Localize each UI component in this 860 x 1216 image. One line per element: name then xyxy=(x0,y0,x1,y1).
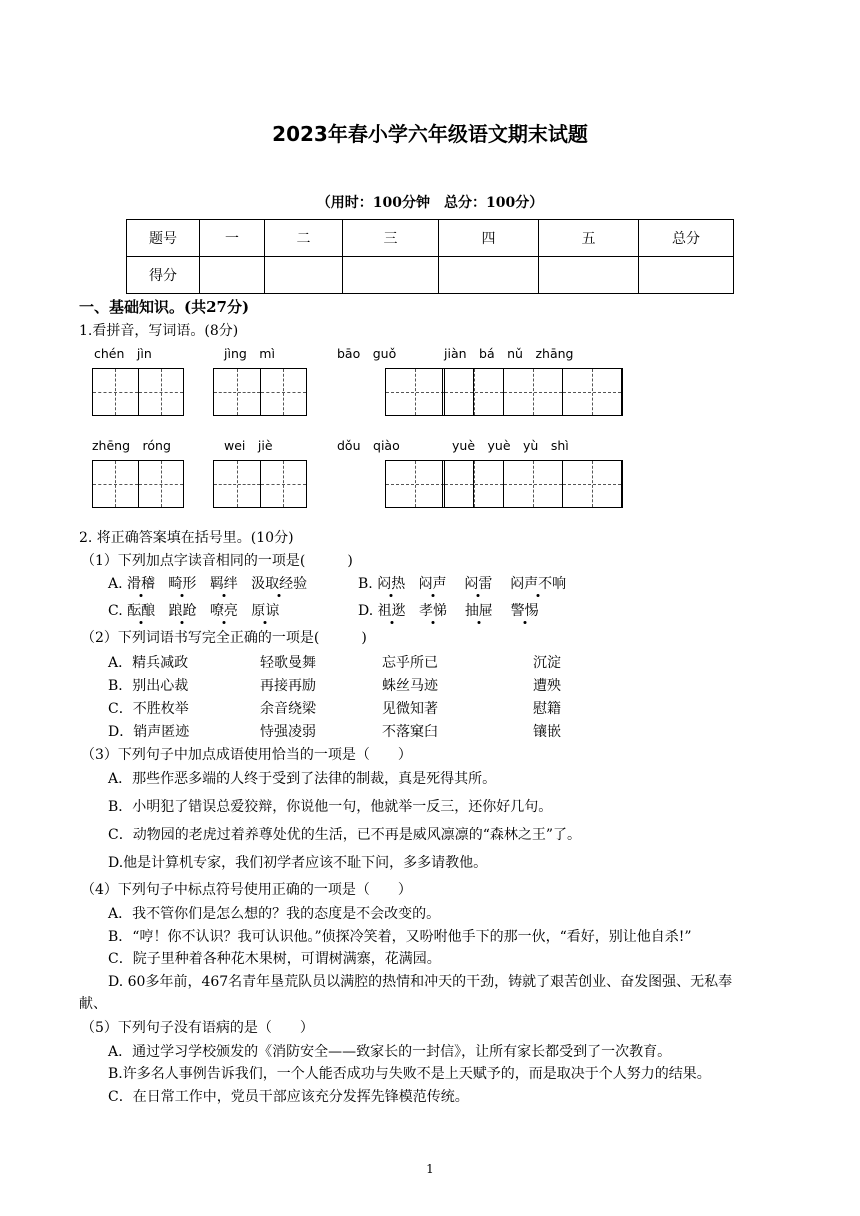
option-2b-3: 蛛丝马迹 xyxy=(382,678,438,694)
page-title: 2023年春小学六年级语文期末试题 xyxy=(272,122,588,146)
option-2c-3: 见微知著 xyxy=(382,701,438,717)
option-2c-1: C．不胜枚举 xyxy=(108,701,189,717)
option-3a: A．那些作恶多端的人终于受到了法律的制裁，真是死得其所。 xyxy=(108,771,497,787)
pinyin-jingmi: jìng mì xyxy=(224,346,275,361)
pinyin-zhengrong: zhēng róng xyxy=(92,438,171,453)
writing-grid[interactable] xyxy=(385,368,623,416)
pinyin-chenjin: chén jìn xyxy=(94,346,152,361)
score-cell[interactable] xyxy=(639,257,734,294)
option-2a-4: 沉淀 xyxy=(533,655,561,671)
page-number: 1 xyxy=(426,1162,434,1176)
score-table-header-row xyxy=(127,220,734,257)
writing-grid[interactable] xyxy=(213,460,307,508)
option-2b-2: 再接再励 xyxy=(260,678,316,694)
score-cell[interactable] xyxy=(439,257,539,294)
option-2d-2: 恃强凌弱 xyxy=(260,724,316,740)
writing-grid[interactable] xyxy=(385,460,623,508)
writing-grid[interactable] xyxy=(213,368,307,416)
score-cell[interactable] xyxy=(539,257,639,294)
option-4d-line1: D. 60多年前，467名青年垦荒队员以满腔的热情和冲天的干劲，铸就了艰苦创业、奋发图强、无私奉 xyxy=(108,974,733,990)
pinyin-baoguo: bāo guǒ xyxy=(337,346,397,361)
score-header-cell: 四 xyxy=(439,220,539,257)
writing-grid[interactable] xyxy=(92,368,184,416)
pinyin-jianbanuzhang: jiàn bá nǔ zhāng xyxy=(444,346,574,361)
option-5b: B.许多名人事例告诉我们，一个人能否成功与失败不是上天赋予的，而是取决于个人努力的结果。 xyxy=(108,1066,711,1082)
option-4c: C．院子里种着各种花木果树，可谓树满寨，花满园。 xyxy=(108,951,441,967)
score-table-score-row xyxy=(127,257,734,294)
sub-question-2-label: （2）下列词语书写完全正确的一项是( ) xyxy=(81,630,367,646)
option-2b-1: B．别出心裁 xyxy=(108,678,189,694)
pinyin-douqiao: dǒu qiào xyxy=(337,438,400,453)
option-4a: A．我不管你们是怎么想的？我的态度是不会改变的。 xyxy=(108,906,441,922)
sub-question-4-label: （4）下列句子中标点符号使用正确的一项是（ ） xyxy=(81,882,412,898)
question-2-label: 2. 将正确答案填在括号里。(10分) xyxy=(79,530,294,546)
highlight-box xyxy=(442,368,474,416)
highlight-box xyxy=(442,460,474,508)
option-1a: A. 滑稽 畸形 羁绊 汲取经验 xyxy=(108,573,307,593)
option-2d-1: D．销声匿迹 xyxy=(108,724,190,740)
sub-question-3-label: （3）下列句子中加点成语使用恰当的一项是（ ） xyxy=(81,747,412,763)
score-cell[interactable] xyxy=(265,257,343,294)
score-table xyxy=(126,219,734,294)
option-4d-line2: 献、 xyxy=(79,996,107,1012)
option-2b-4: 遭殃 xyxy=(533,678,561,694)
score-header-cell: 五 xyxy=(539,220,639,257)
option-2d-3: 不落窠臼 xyxy=(382,724,438,740)
question-1-label: 1.看拼音，写词语。(8分) xyxy=(79,323,239,339)
sub-question-5-label: （5）下列句子没有语病的是（ ） xyxy=(81,1020,314,1036)
option-5a: A．通过学习学校颁发的《消防安全——致家长的一封信》，让所有家长都受到了一次教育。 xyxy=(108,1044,672,1060)
option-1d: D. 祖逖 孝悌 抽屉 警惕 xyxy=(358,600,539,620)
option-4b: B．“哼！你不认识？我可认识他。”侦探冷笑着，又吩咐他手下的那一伙，“看好，别让他自杀!” xyxy=(108,929,692,945)
sub-question-1-label: （1）下列加点字读音相同的一项是( ) xyxy=(81,553,353,569)
option-3b: B．小明犯了错误总爱狡辩，你说他一句，他就举一反三，还你好几句。 xyxy=(108,799,553,815)
option-2a-2: 轻歌曼舞 xyxy=(260,655,316,671)
option-2c-2: 余音绕梁 xyxy=(260,701,316,717)
option-1c: C. 酝酿 踉跄 嘹亮 原谅 xyxy=(108,600,279,620)
score-cell[interactable] xyxy=(200,257,265,294)
section-heading-basics: 一、基础知识。(共27分) xyxy=(79,298,250,316)
exam-time-and-score: （用时：100分钟 总分：100分） xyxy=(316,195,544,211)
option-2a-3: 忘乎所已 xyxy=(382,655,438,671)
score-header-cell: 二 xyxy=(265,220,343,257)
option-2c-4: 慰籍 xyxy=(533,701,561,717)
writing-grid[interactable] xyxy=(92,460,184,508)
score-header-cell: 三 xyxy=(343,220,439,257)
pinyin-weijie: wei jiè xyxy=(224,438,273,453)
score-header-cell: 总分 xyxy=(639,220,734,257)
option-3d: D.他是计算机专家，我们初学者应该不耻下问，多多请教他。 xyxy=(108,855,488,871)
score-cell[interactable] xyxy=(343,257,439,294)
option-2d-4: 镶嵌 xyxy=(533,724,561,740)
score-row-label: 得分 xyxy=(127,257,200,294)
pinyin-yueyueyushi: yuè yuè yù shì xyxy=(452,438,569,453)
option-2a-1: A．精兵减政 xyxy=(108,655,189,671)
option-5c: C．在日常工作中，党员干部应该充分发挥先锋模范传统。 xyxy=(108,1089,469,1105)
option-1b: B. 闷热 闷声 闷雷 闷声不响 xyxy=(358,573,566,593)
score-header-cell: 一 xyxy=(200,220,265,257)
score-header-cell: 题号 xyxy=(127,220,200,257)
option-3c: C．动物园的老虎过着养尊处优的生活，已不再是威风凛凛的“森林之王”了。 xyxy=(108,827,582,843)
